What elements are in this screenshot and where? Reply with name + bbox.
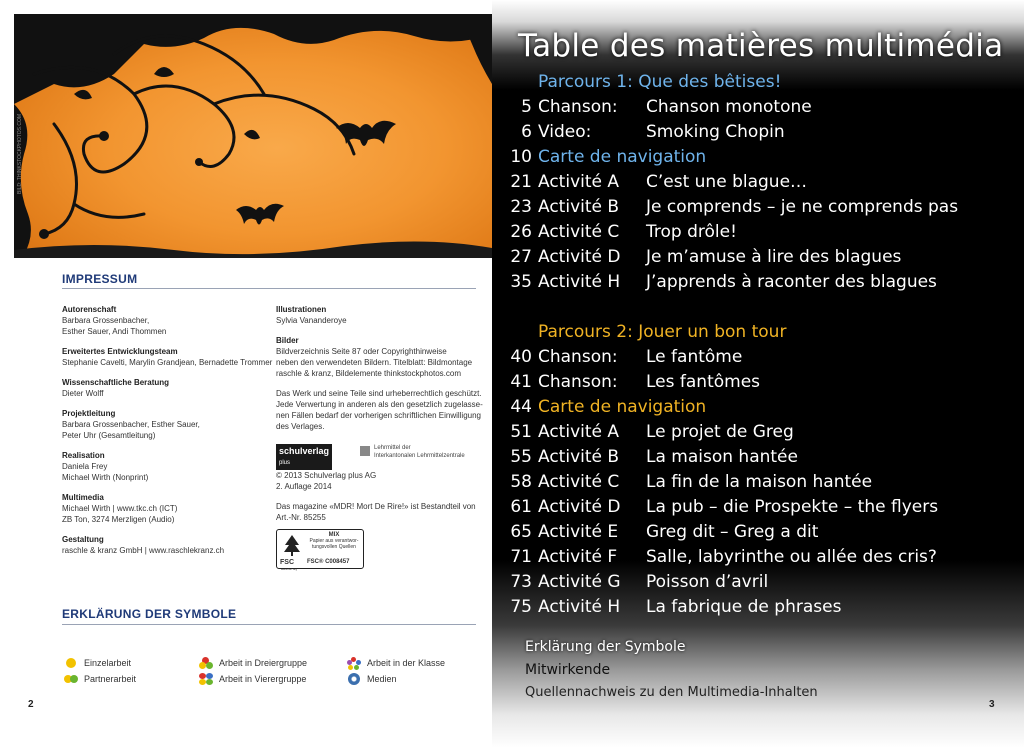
impressum-line: Peter Uhr (Gesamtleitung) [62,431,156,440]
banner-illustration [14,14,492,258]
impressum-title: IMPRESSUM [62,272,138,286]
toc-entry-label: Activité D [538,497,621,517]
toc-entry-title: Poisson d’avril [646,572,769,592]
toc-title: Table des matières multimédia [518,28,1004,64]
impressum-line: Michael Wirth | www.tkc.ch (ICT) [62,504,178,513]
toc-page-number: 10 [510,147,532,167]
toc-page-number: 40 [510,347,532,367]
group-of-three-icon [199,657,213,669]
toc-entry-label: Chanson: [538,97,618,117]
toc-entry-label: Activité C [538,222,620,242]
toc-page-number: 26 [510,222,532,242]
bilder-line: Bildverzeichnis Seite 87 oder Copyrighthinweise [276,347,447,356]
impressum-heading: Projektleitung [62,409,116,418]
toc-entry-label: Activité H [538,272,621,292]
edition-line: 2. Auflage 2014 [276,482,332,491]
link-mitwirkende[interactable]: Mitwirkende [525,662,611,678]
toc-page-number: 23 [510,197,532,217]
right-page: Table des matières multimédia Parcours 1: Que des bêtises! 5 Chanson: Chanson monotone 6 Video: Smoking Chopin 10 Carte de navigation 21 Activité A C’est une blague… 23 Activité B Je comprends – je ne comprends pas 26 Activité C Trop drôle! 27 Activité D Je m’amuse à lire des blagues 35 Activité H J’apprends à raconter des blagues Parcours 2: Jouer un bon tour 40 Chanson: Le fantôme 41 Chanson: Les fantômes 44 Carte de navigation 51 Activité A Le projet de Greg 55 Activité B La maison hantée 58 Activité C La fin de la maison hantée 61 Activité D La pub – die Prospekte – the flyers 65 Activité E Greg dit – Greg a dit 71 Activité F Salle, labyrinthe ou allée des cris? 73 Activité G Poisson d’avril 75 Activité H La fabrique de phrases Erklärung der Symbole Mitwirkende Quellennachweis zu den Multimedia-Inhalten 3 [492,0,1024,748]
toc-entry-title: Les fantômes [646,372,761,392]
tree-icon [281,533,303,557]
toc-entry-label: Video: [538,122,592,142]
symbol-klasse: Arbeit in der Klasse [347,657,445,669]
impressum-heading: Multimedia [62,493,104,502]
toc-entry-label: Activité C [538,472,620,492]
symbols-title: ERKLÄRUNG DER SYMBOLE [62,607,237,621]
toc-entry-title: Chanson monotone [646,97,812,117]
toc-page-number: 51 [510,422,532,442]
publisher-logos [276,444,486,470]
toc-entry-label: Activité F [538,547,618,567]
fsc-logo: FSC MIX Papier aus verantwor- tungsvollen Quellen FSC® C008457 www.fsc.org [276,529,364,569]
impressum-column-2 [276,304,486,569]
toc-page-number: 65 [510,522,532,542]
toc-entry-title: La maison hantée [646,447,798,467]
copyright-line: nen Fällen bedarf der vorherigen schriftlichen Einwilligung [276,411,482,420]
toc-page-number: 73 [510,572,532,592]
toc-entry-label: Activité H [538,597,621,617]
impressum-heading: Autorenschaft [62,305,117,314]
impressum-heading: Realisation [62,451,105,460]
toc-entry-label: Activité A [538,172,620,192]
toc-page-number: 21 [510,172,532,192]
impressum-line: Esther Sauer, Andi Thommen [62,327,167,336]
symbol-medien: Medien [347,673,397,685]
toc-entry-title: Le fantôme [646,347,743,367]
pair-icon [64,673,78,685]
impressum-line: Dieter Wolff [62,389,104,398]
toc-page-number: 44 [510,397,532,417]
toc-entry-label: Carte de navigation [538,147,707,167]
illustrations-heading: Illustrationen [276,305,327,314]
toc-entry-title: Je m’amuse à lire des blagues [646,247,902,267]
schulverlag-logo: schulverlag plus [276,444,332,470]
link-erklaerung-symbole[interactable]: Erklärung der Symbole [525,639,686,655]
toc-entry-title: Greg dit – Greg a dit [646,522,819,542]
impressum-line: Barbara Grossenbacher, [62,316,150,325]
copyright-line: des Verlages. [276,422,325,431]
magazine-line: Art.-Nr. 85255 [276,513,326,522]
toc-entry-label: Activité E [538,522,619,542]
toc-entry-title: La fin de la maison hantée [646,472,873,492]
impressum-heading: Gestaltung [62,535,104,544]
media-disc-icon [347,673,361,685]
toc-page-number: 6 [521,122,532,142]
toc-page-number: 71 [510,547,532,567]
impressum-heading: Wissenschaftliche Beratung [62,378,170,387]
toc-entry-label: Activité B [538,447,620,467]
bilder-heading: Bilder [276,336,299,345]
toc-page-number: 41 [510,372,532,392]
toc-entry-title: J’apprends à raconter des blagues [646,272,937,292]
impressum-line: ZB Ton, 3274 Merzligen (Audio) [62,515,175,524]
impressum-line: Daniela Frey [62,462,108,471]
impressum-line: Barbara Grossenbacher, Esther Sauer, [62,420,200,429]
toc-entry-label: Activité A [538,422,620,442]
toc-page-number: 58 [510,472,532,492]
copyright-line: Jede Verwertung in anderen als den gesetzlich zugelasse- [276,400,483,409]
magazine-line: Das magazine «MDR! Mort De Rire!» ist Bestandteil von [276,502,476,511]
toc-entry-label: Activité G [538,572,621,592]
toc-entry-label: Activité D [538,247,621,267]
impressum-line: Stephanie Cavelti, Marylin Grandjean, Bernadette Trommer [62,358,273,367]
toc-entry-title: Le projet de Greg [646,422,794,442]
impressum-line: raschle & kranz GmbH | www.raschlekranz.ch [62,546,225,555]
impressum-heading: Erweitertes Entwicklungsteam [62,347,178,356]
toc-entry-label: Activité B [538,197,620,217]
single-person-icon [64,657,78,669]
toc-entry-label: Carte de navigation [538,397,707,417]
impressum-line: Michael Wirth (Nonprint) [62,473,149,482]
link-quellennachweis[interactable]: Quellennachweis zu den Multimedia-Inhalten [525,685,818,700]
toc-page-number: 61 [510,497,532,517]
impressum-rule [62,288,476,289]
ilz-logo-icon [360,446,370,456]
page-number-left: 2 [28,699,34,710]
toc-page-number: 55 [510,447,532,467]
banner-credit: BILD: THINKSTOCKPHOTOS.COM [17,113,23,194]
toc-entry-label: Chanson: [538,347,618,367]
symbol-einzelarbeit: Einzelarbeit [64,657,131,669]
lehrmittel-text: Lehrmittel der Interkantonalen Lehrmittelzentrale [374,445,465,459]
group-of-four-icon [199,673,213,685]
page-number-right: 3 [989,699,995,710]
halloween-banner-image [14,14,492,258]
toc-entry-title: La pub – die Prospekte – the flyers [646,497,939,517]
bilder-line: raschle & kranz, Bildelemente thinkstockphotos.com [276,369,461,378]
toc-entry-title: Je comprends – je ne comprends pas [646,197,959,217]
left-page [0,0,492,748]
edition-line: © 2013 Schulverlag plus AG [276,471,377,480]
toc-page-number: 5 [521,97,532,117]
toc-entry-title: C’est une blague… [646,172,808,192]
symbols-rule [62,624,476,625]
toc-entry-label: Chanson: [538,372,618,392]
symbol-partnerarbeit: Partnerarbeit [64,673,136,685]
copyright-line: Das Werk und seine Teile sind urheberrechtlich geschützt. [276,389,482,398]
bilder-line: neben den verwendeten Bildern. Titelblatt: Bildmontage [276,358,473,367]
toc-entry-title: Smoking Chopin [646,122,785,142]
toc-entry-title: Salle, labyrinthe ou allée des cris? [646,547,937,567]
illustrations-text: Sylvia Vananderoye [276,316,347,325]
class-icon [347,657,361,669]
toc-page-number: 75 [510,597,532,617]
toc-entry-title: Trop drôle! [646,222,737,242]
symbol-dreiergruppe: Arbeit in Dreiergruppe [199,657,307,669]
toc-entry-title: La fabrique de phrases [646,597,842,617]
toc-page-number: 35 [510,272,532,292]
toc-page-number: 27 [510,247,532,267]
symbol-vierergruppe: Arbeit in Vierergruppe [199,673,306,685]
impressum-column-1 [62,304,273,556]
